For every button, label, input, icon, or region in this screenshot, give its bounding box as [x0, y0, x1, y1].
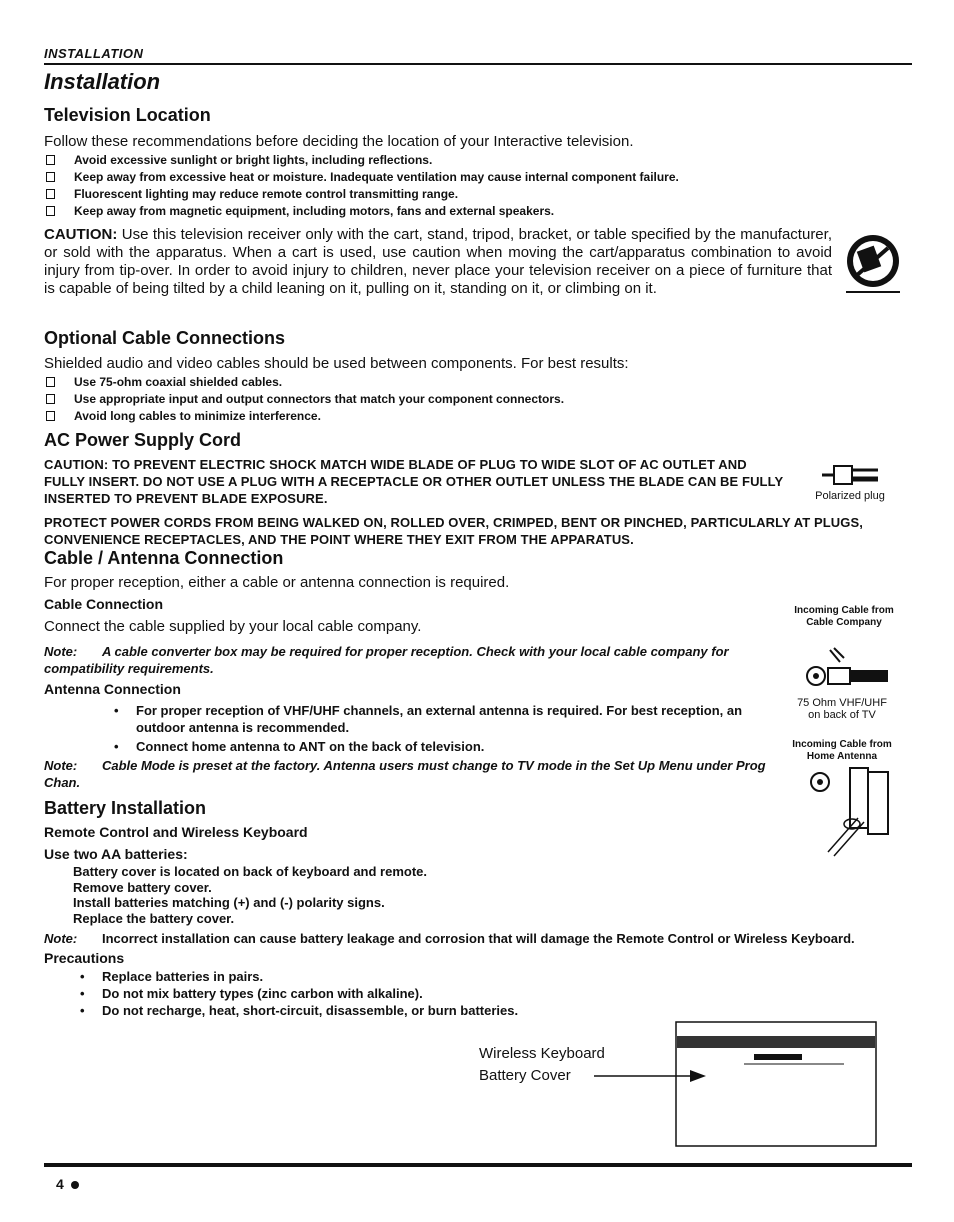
- list-item: Fluorescent lighting may reduce remote control transmitting range.: [44, 186, 844, 203]
- precautions-list: [76, 968, 518, 1019]
- note-label: Note:: [44, 644, 78, 659]
- precautions-heading: Precautions: [44, 950, 125, 966]
- note-text: Incorrect installation can cause battery leakage and corrosion that will damage the Remote Control or Wireless Keyboard.: [102, 931, 855, 946]
- list-item: Remove battery cover.: [73, 879, 212, 895]
- battery-note: [44, 930, 914, 947]
- tv-location-section: [44, 105, 844, 220]
- cable-connection-subheading: Cable Connection: [44, 596, 164, 612]
- list-item: Keep away from magnetic equipment, including motors, fans and external speakers.: [44, 203, 844, 220]
- ac-power-caution: [44, 456, 789, 507]
- protect-cords-text: PROTECT POWER CORDS FROM BEING WALKED ON, ROLLED OVER, CRIMPED, BENT OR PINCHED, PARTICULARLY AT PLUGS, CONVENIENCE RECEPTACLES, AND THE POINT WHERE THEY EXIT FROM THE APPARATUS.: [44, 515, 863, 547]
- list-item: Use 75-ohm coaxial shielded cables.: [44, 374, 864, 391]
- antenna-note: [44, 757, 774, 791]
- cable-connection-text: Connect the cable supplied by your local cable company.: [44, 618, 422, 635]
- page-title: Installation: [44, 69, 161, 94]
- list-item: • Replace batteries in pairs.: [76, 968, 518, 985]
- note-text: Cable Mode is preset at the factory. Antenna users must change to TV mode in the Set Up Menu under Prog Chan.: [44, 758, 766, 790]
- cable-antenna-heading: Cable / Antenna Connection: [44, 548, 284, 568]
- fig-cable-caption: Incoming Cable from Cable Company: [794, 605, 894, 628]
- polarized-plug-icon: [820, 462, 882, 488]
- caution-text: Use this television receiver only with the cart, stand, tripod, bracket, or table specified by the manufacturer, or sold with the apparatus. When a cart is used, use caution when moving the cart/apparatus combination to avoid injury from tip-over. In order to avoid injury to children, never place your television receiver on a piece of furniture that is capable of being tilted by a child leaning on it, pulling on it, standing on it, or climbing on it.: [44, 226, 832, 297]
- cable-antenna-intro: For proper reception, either a cable or antenna connection is required.: [44, 574, 510, 591]
- cart-caution: [44, 226, 832, 298]
- fig-75ohm-caption: 75 Ohm VHF/UHF on back of TV: [797, 697, 887, 721]
- tv-location-intro: Follow these recommendations before deciding the location of your Interactive television.: [44, 133, 634, 150]
- plug-caption: Polarized plug: [815, 490, 885, 502]
- list-item: Replace the battery cover.: [73, 910, 235, 926]
- list-item: Install batteries matching (+) and (-) polarity signs.: [73, 895, 385, 910]
- caution-text: TO PREVENT ELECTRIC SHOCK MATCH WIDE BLADE OF PLUG TO WIDE SLOT OF AC OUTLET AND FULLY INSERT. DO NOT USE A PLUG WITH A RECEPTACLE OR OTHER OUTLET UNLESS THE BLADE CAN BE FULLY INSERTED TO PREVENT BLADE EXPOSURE.: [44, 457, 783, 506]
- footer-rule: [44, 1163, 912, 1167]
- running-header: INSTALLATION: [44, 46, 144, 61]
- list-item: • For proper reception of VHF/UHF channels, an external antenna is required. For best reception, an outdoor antenna is recommended.: [110, 702, 774, 736]
- list-item: • Connect home antenna to ANT on the back of television.: [110, 738, 774, 755]
- antenna-list: [110, 702, 774, 755]
- page-number-value: 4: [56, 1176, 64, 1192]
- bullet-dot-icon: [71, 1181, 79, 1189]
- battery-subheading-aa: Use two AA batteries:: [44, 846, 188, 862]
- caution-label: CAUTION:: [44, 457, 109, 472]
- fig-label-keyboard: Wireless Keyboard: [479, 1045, 605, 1062]
- antenna-connector-icon: [808, 762, 894, 862]
- optional-cable-section: [44, 328, 864, 425]
- caution-label: CAUTION:: [44, 226, 118, 243]
- list-item: Battery cover is located on back of keyboard and remote.: [73, 864, 428, 879]
- ac-power-heading: AC Power Supply Cord: [44, 430, 242, 450]
- tv-location-heading: Television Location: [44, 105, 211, 125]
- optional-cable-heading: Optional Cable Connections: [44, 328, 286, 348]
- battery-steps: [73, 864, 427, 926]
- fig-antenna-caption: Incoming Cable from Home Antenna: [792, 739, 892, 762]
- optional-cable-intro: Shielded audio and video cables should be used between components. For best results:: [44, 355, 629, 372]
- cable-note: [44, 643, 774, 677]
- note-label: Note:: [44, 931, 78, 946]
- list-item: Use appropriate input and output connectors that match your component connectors.: [44, 391, 864, 408]
- battery-subheading-remote: Remote Control and Wireless Keyboard: [44, 824, 308, 840]
- note-text: A cable converter box may be required for proper reception. Check with your local cable company for compatibility requirements.: [44, 644, 729, 676]
- keyboard-battery-cover-figure: [594, 1020, 880, 1148]
- battery-heading: Battery Installation: [44, 798, 207, 818]
- coax-connector-icon: [800, 644, 896, 690]
- cart-warning-icon: [842, 228, 904, 296]
- list-item: Keep away from excessive heat or moisture. Inadequate ventilation may cause internal component failure.: [44, 169, 844, 186]
- list-item: Avoid excessive sunlight or bright lights, including reflections.: [44, 152, 844, 169]
- fig-label-battery-cover: Battery Cover: [479, 1067, 571, 1084]
- antenna-connection-subheading: Antenna Connection: [44, 681, 181, 697]
- header-rule: [44, 63, 912, 65]
- list-item: Avoid long cables to minimize interference.: [44, 408, 864, 425]
- list-item: • Do not recharge, heat, short-circuit, disassemble, or burn batteries.: [76, 1002, 518, 1019]
- note-label: Note:: [44, 758, 78, 773]
- page-number: [56, 1176, 79, 1192]
- list-item: • Do not mix battery types (zinc carbon with alkaline).: [76, 985, 518, 1002]
